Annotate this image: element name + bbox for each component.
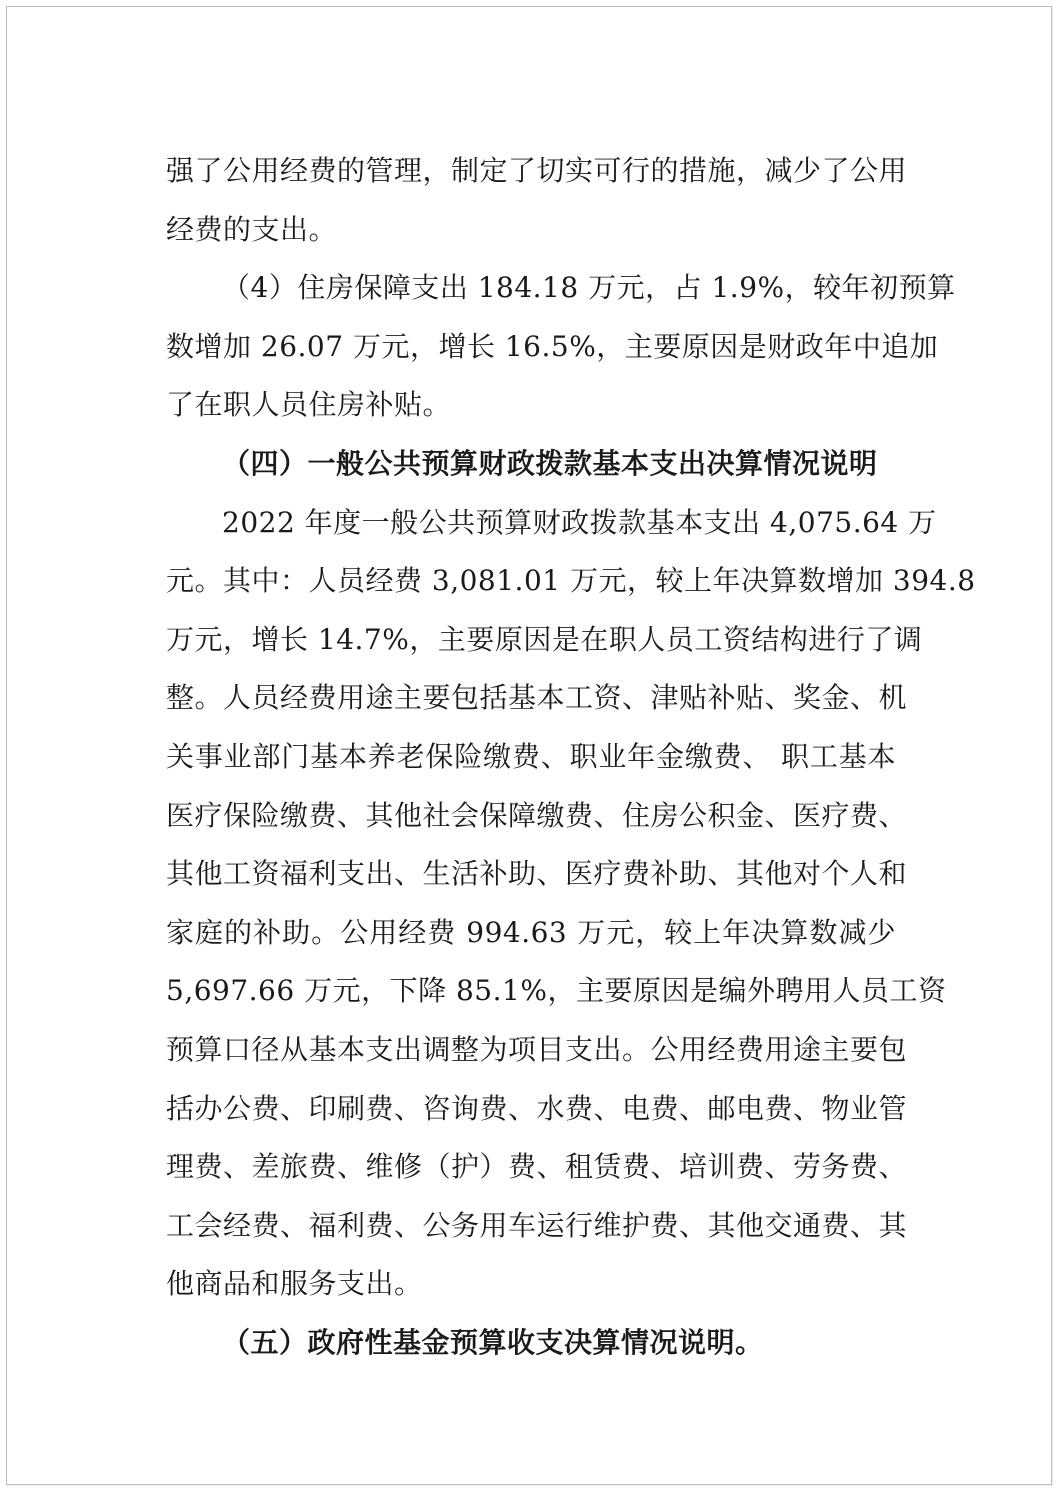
- text-line: 其他工资福利支出、生活补助、医疗费补助、其他对个人和: [166, 857, 908, 891]
- text-line: 预算口径从基本支出调整为项目支出。公用经费用途主要包: [166, 1032, 908, 1066]
- text-line: 医疗保险缴费、其他社会保障缴费、住房公积金、医疗费、: [166, 798, 908, 832]
- text-line: 家庭的补助。公用经费 994.63 万元，较上年决算数减少: [166, 915, 896, 949]
- section-heading: （四）一般公共预算财政拨款基本支出决算情况说明: [222, 446, 878, 480]
- text-line: 2022 年度一般公共预算财政拨款基本支出 4,075.64 万: [222, 505, 937, 539]
- text-line: 元。其中：人员经费 3,081.01 万元，较上年决算数增加 394.8: [166, 564, 976, 598]
- text-line: 括办公费、印刷费、咨询费、水费、电费、邮电费、物业管: [166, 1091, 908, 1125]
- text-line: 了在职人员住房补贴。: [166, 388, 452, 422]
- text-line: 强了公用经费的管理，制定了切实可行的措施，减少了公用: [166, 154, 908, 187]
- text-line: 万元，增长 14.7%，主要原因是在职人员工资结构进行了调: [166, 622, 923, 656]
- text-line: 关事业部门基本养老保险缴费、职业年金缴费、 职工基本: [166, 739, 896, 773]
- text-line: （4）住房保障支出 184.18 万元，占 1.9%，较年初预算: [222, 271, 956, 305]
- text-line: 经费的支出。: [166, 212, 338, 246]
- text-line: 他商品和服务支出。: [166, 1267, 423, 1301]
- text-line: 整。人员经费用途主要包括基本工资、津贴补贴、奖金、机: [166, 681, 908, 715]
- text-line: 数增加 26.07 万元，增长 16.5%，主要原因是财政年中追加: [166, 329, 939, 363]
- text-line: 理费、差旅费、维修（护）费、租赁费、培训费、劳务费、: [166, 1150, 908, 1184]
- section-heading: （五）政府性基金预算收支决算情况说明。: [222, 1325, 764, 1359]
- text-line: 5,697.66 万元，下降 85.1%，主要原因是编外聘用人员工资: [166, 974, 947, 1008]
- text-line: 工会经费、福利费、公务用车运行维护费、其他交通费、其: [166, 1208, 908, 1242]
- document-body: [166, 142, 976, 1372]
